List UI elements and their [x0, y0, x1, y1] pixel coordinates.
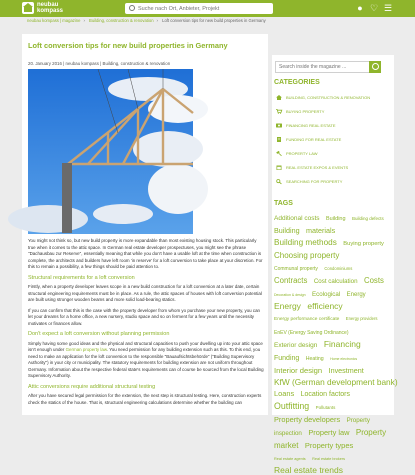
breadcrumb: neubau kompass | magazine › Building, construction & renovation › Loft conversion tips for new build properties in Germany: [27, 18, 266, 23]
site-header: [0, 0, 415, 17]
article-paragraph: You might not think so, but new build property is more expandable than most existing housing stock. This particularly true when it comes to the attic space. In German real estate developer prospectuses, you might see the phrase "Dachausbau zur Reserve", essentially meaning that while you don't have a usable loft at the time when construction is complete, the architects and builders have left room 'in reserve' for a loft conversion to take place at your discretion. For this to remain a possibility, a few things should be paid attention to.: [28, 238, 263, 269]
article-paragraph: If you can confirm that this is the case with the property developer from whom yo purchase your new property, you can let your dreams for a home office, a new nursery, studio space and so on ferment for a few years until the necessity motivates or finances allow.: [28, 307, 261, 326]
logo-line-2: kompass: [37, 8, 64, 14]
magazine-search-input[interactable]: [275, 61, 370, 73]
tag-link[interactable]: Loans: [274, 389, 295, 398]
header-search-input[interactable]: [138, 4, 270, 13]
tag-link[interactable]: Exterior design: [274, 342, 318, 349]
tag-link[interactable]: Heating: [305, 356, 324, 362]
tags-heading: TAGS: [274, 200, 293, 207]
categories-heading: CATEGORIES: [274, 79, 320, 86]
category-expos[interactable]: [276, 162, 348, 172]
property-law-link[interactable]: German property law: [65, 347, 107, 352]
house-icon: [276, 95, 282, 100]
tag-link[interactable]: Energy performance certificate: [274, 317, 340, 322]
magnifier-icon: [276, 179, 282, 184]
tag-link[interactable]: Building: [325, 216, 346, 222]
tag-link[interactable]: Buying property: [343, 241, 384, 247]
article-meta: 20. January 2016 | neubau kompass | Building, construction & renovation: [28, 61, 171, 66]
tag-link[interactable]: Choosing property: [274, 251, 340, 260]
article-card: [22, 34, 268, 415]
category-financing[interactable]: [276, 120, 336, 130]
category-label: BUILDING, CONSTRUCTION & RENOVATION: [286, 94, 371, 100]
search-icon: [129, 5, 135, 11]
shopping-cart-icon: [276, 109, 282, 114]
category-buying[interactable]: [276, 106, 324, 116]
category-label: BUYING PROPERTY: [286, 108, 325, 114]
tag-link[interactable]: Home electronics: [330, 357, 358, 361]
house-logo-icon: [22, 2, 34, 14]
article-subheading: Structural requirements for a loft conversion: [28, 274, 135, 281]
breadcrumb-item[interactable]: Building, construction & renovation: [89, 18, 154, 23]
header-search: [125, 3, 273, 14]
tag-link[interactable]: Outfitting: [274, 401, 310, 411]
menu-icon[interactable]: ☰: [383, 3, 393, 13]
paragraph-text: Simply having some good ideas and the physical and structural capacities to push your dwelling up into your attic space isn't enough under: [28, 340, 263, 352]
tag-link[interactable]: Condominiums: [324, 266, 353, 271]
tag-link[interactable]: Costs: [363, 276, 384, 285]
category-label: FINANCING REAL ESTATE: [286, 122, 336, 128]
tag-link[interactable]: Interior design: [274, 366, 323, 375]
category-label: SEARCHING FOR PROPERTY: [286, 178, 343, 184]
user-icon[interactable]: ●: [357, 3, 363, 13]
tag-link[interactable]: Property: [355, 428, 387, 437]
category-property-law[interactable]: [276, 148, 318, 158]
tag-link[interactable]: Property: [346, 417, 370, 424]
tag-link[interactable]: Funding: [274, 355, 300, 362]
tag-link[interactable]: Decoration & design: [274, 293, 306, 297]
tag-link[interactable]: Energy providers: [345, 316, 378, 321]
category-funding[interactable]: [276, 134, 341, 144]
article-paragraph: Firstly, when a property developer leaves scope in a new build construction for a loft conversion at a later date, certain structural engineering requirements must be in place. As a rule, the attic spaces of houses with loft conversion potential are built using stronger wooden beams and more solid load-bearing statics.: [28, 284, 262, 302]
tag-link[interactable]: Communal property: [274, 266, 318, 272]
site-logo[interactable]: [22, 2, 63, 14]
tag-link[interactable]: Energy: [274, 301, 301, 311]
article-body: [28, 238, 264, 410]
tag-link[interactable]: Building methods: [274, 238, 337, 247]
calendar-icon: [276, 165, 282, 170]
sidebar: [272, 55, 398, 475]
category-label: PROPERTY LAW: [286, 150, 318, 156]
category-building[interactable]: [276, 92, 370, 102]
paragraph-text: . You need permission for any building extension such as this. To this end, you need to make an application for the loft conversion to the responsible "Bauaufsichtsbehörde" ("Building Supervisory Authority") in your city or municipality. The statutory requirements for building extension are not uniform throughout Germany. Information about the respective federal state's requirements can of course be sourced from the local Building Supervisory Authority.: [28, 347, 264, 378]
breadcrumb-item[interactable]: neubau kompass | magazine: [27, 18, 81, 23]
tag-link[interactable]: materials: [306, 226, 336, 235]
tag-link[interactable]: EnEV (Energy Saving Ordinance): [274, 330, 349, 336]
tag-link[interactable]: efficiency: [307, 301, 343, 311]
tag-link[interactable]: Property types: [304, 441, 354, 450]
tag-link[interactable]: Real estate brokers: [312, 457, 346, 461]
tag-link[interactable]: Cost calculation: [313, 278, 358, 285]
category-label: FUNDING FOR REAL ESTATE: [286, 136, 342, 142]
tag-link[interactable]: Additional costs: [274, 215, 320, 222]
tag-link[interactable]: Investment: [328, 366, 364, 375]
article-subheading: Don't expect a loft conversion without planning permission: [28, 331, 170, 337]
category-label: REAL ESTATE EXPOS & EVENTS: [286, 164, 349, 170]
tag-link[interactable]: Contracts: [274, 276, 308, 285]
tag-link[interactable]: Energy: [346, 292, 366, 298]
tag-link[interactable]: Property developers: [274, 415, 341, 424]
tag-link[interactable]: Location factors: [300, 391, 351, 398]
tag-link[interactable]: Building defects: [352, 216, 384, 221]
article-paragraph: [28, 341, 264, 380]
breadcrumb-current: Loft conversion tips for new build properties in Germany: [162, 18, 266, 23]
document-icon: [276, 137, 282, 142]
gavel-icon: [276, 151, 282, 156]
tag-cloud: [274, 211, 398, 475]
money-icon: [276, 123, 282, 128]
tag-link[interactable]: market: [274, 441, 299, 450]
article-subheading: Attic conversions require additional structural testing: [28, 383, 156, 390]
heart-icon[interactable]: ♡: [369, 3, 379, 13]
tag-link[interactable]: Financing: [323, 339, 361, 349]
logo-line-1: neubau: [37, 2, 59, 8]
tag-link[interactable]: Ecological: [311, 291, 341, 298]
page-title: Loft conversion tips for new build properties in Germany: [28, 41, 228, 50]
article-paragraph: After you have secured legal permission for the extension, the next step is structural testing. Here, construction experts check the statics of the house. That is, structural engineering calculations determine whether the building can: [28, 393, 262, 405]
tag-link[interactable]: Real estate agents: [274, 457, 306, 461]
tag-link[interactable]: Building: [274, 226, 300, 235]
category-searching[interactable]: [276, 176, 342, 186]
article-hero-image: [28, 69, 193, 234]
logo-text: [37, 2, 63, 14]
tag-link[interactable]: Property law: [308, 428, 350, 437]
tag-link[interactable]: Pollutants: [315, 405, 336, 410]
tag-link[interactable]: inspection: [274, 430, 302, 437]
tag-link[interactable]: KfW (German development bank): [274, 377, 398, 387]
search-button[interactable]: [369, 61, 381, 73]
tag-link[interactable]: Real estate trends: [274, 465, 343, 475]
